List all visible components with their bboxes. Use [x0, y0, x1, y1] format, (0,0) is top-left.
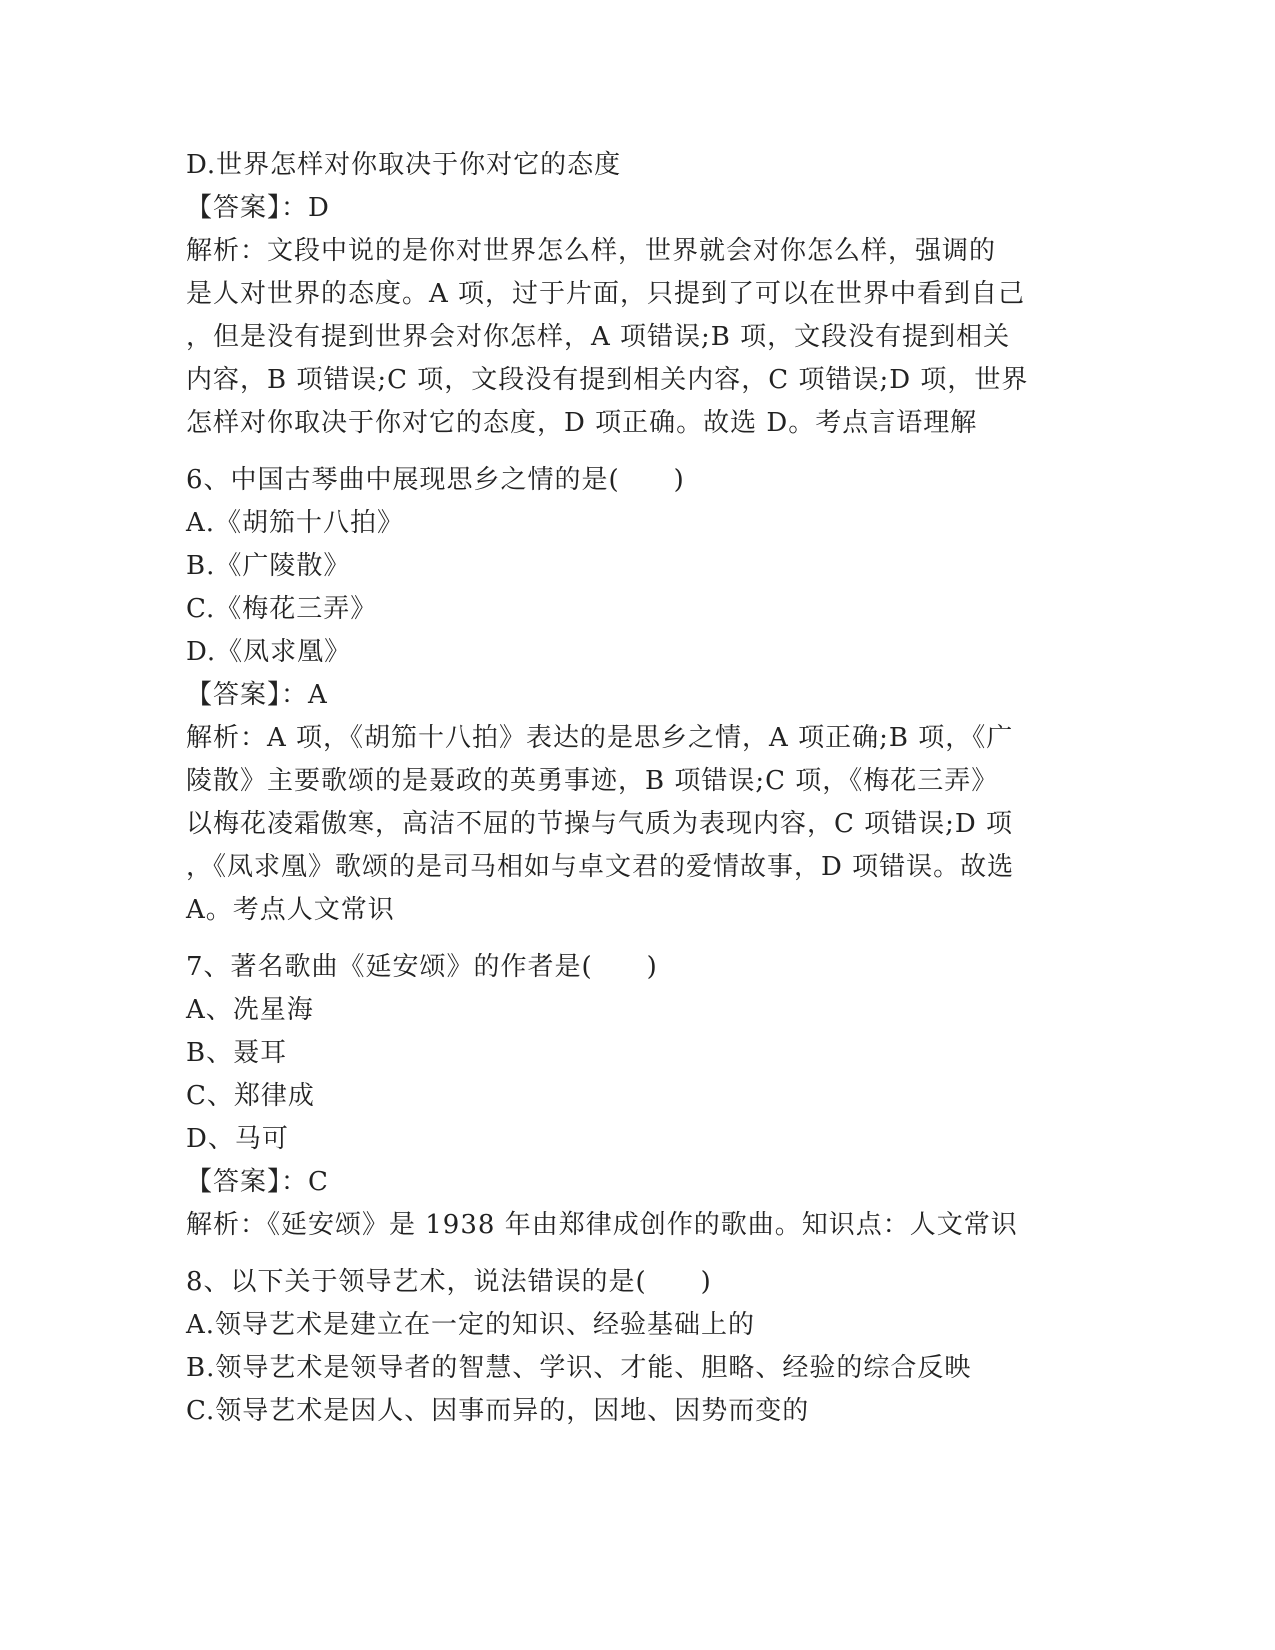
option-c: C.《梅花三弄》 [186, 594, 378, 624]
option-b: B.《广陵散》 [186, 551, 351, 581]
option-d: D.世界怎样对你取决于你对它的态度 [186, 150, 622, 180]
explanation-line: 以梅花凌霜傲寒，高洁不屈的节操与气质为表现内容，C 项错误;D 项 [186, 809, 1014, 839]
explanation-line: 内容，B 项错误;C 项，文段没有提到相关内容，C 项错误;D 项，世界 [186, 365, 1029, 395]
option-a: A.《胡笳十八拍》 [186, 508, 405, 538]
explanation-line: 怎样对你取决于你对它的态度，D 项正确。故选 D。考点言语理解 [186, 408, 978, 438]
question-8 [186, 1261, 1086, 1433]
answer-line: 【答案】：A [186, 680, 328, 710]
document-page [186, 144, 1086, 1433]
option-c: C.领导艺术是因人、因事而异的，因地、因势而变的 [186, 1396, 810, 1426]
answer-line: 【答案】：D [186, 193, 330, 223]
option-d: D.《凤求凰》 [186, 637, 352, 667]
explanation-line: 解析：《延安颂》是 1938 年由郑律成创作的歌曲。知识点：人文常识 [186, 1210, 1018, 1240]
question-6 [186, 459, 1086, 932]
option-c: C、郑律成 [186, 1081, 315, 1111]
question-stem: 8、以下关于领导艺术，说法错误的是( ) [186, 1267, 712, 1297]
option-a: A、冼星海 [186, 995, 314, 1025]
question-5-tail [186, 144, 1086, 445]
option-a: A.领导艺术是建立在一定的知识、经验基础上的 [186, 1310, 756, 1340]
explanation-line: A。考点人文常识 [186, 895, 395, 925]
option-b: B、聂耳 [186, 1038, 288, 1068]
explanation-line: 解析：文段中说的是你对世界怎么样，世界就会对你怎么样，强调的 [186, 236, 997, 266]
answer-line: 【答案】：C [186, 1167, 329, 1197]
explanation-line: ，但是没有提到世界会对你怎样，A 项错误;B 项，文段没有提到相关 [186, 322, 1011, 352]
explanation-line: 是人对世界的态度。A 项，过于片面，只提到了可以在世界中看到自己 [186, 279, 1026, 309]
option-d: D、马可 [186, 1124, 289, 1154]
question-7 [186, 946, 1086, 1247]
option-b: B.领导艺术是领导者的智慧、学识、才能、胆略、经验的综合反映 [186, 1353, 972, 1383]
explanation-line: ，《凤求凰》歌颂的是司马相如与卓文君的爱情故事，D 项错误。故选 [186, 852, 1015, 882]
question-stem: 7、著名歌曲《延安颂》的作者是( ) [186, 952, 658, 982]
question-stem: 6、中国古琴曲中展现思乡之情的是( ) [186, 465, 685, 495]
explanation-line: 陵散》主要歌颂的是聂政的英勇事迹，B 项错误;C 项，《梅花三弄》 [186, 766, 999, 796]
explanation-line: 解析：A 项，《胡笳十八拍》表达的是思乡之情，A 项正确;B 项，《广 [186, 723, 1014, 753]
